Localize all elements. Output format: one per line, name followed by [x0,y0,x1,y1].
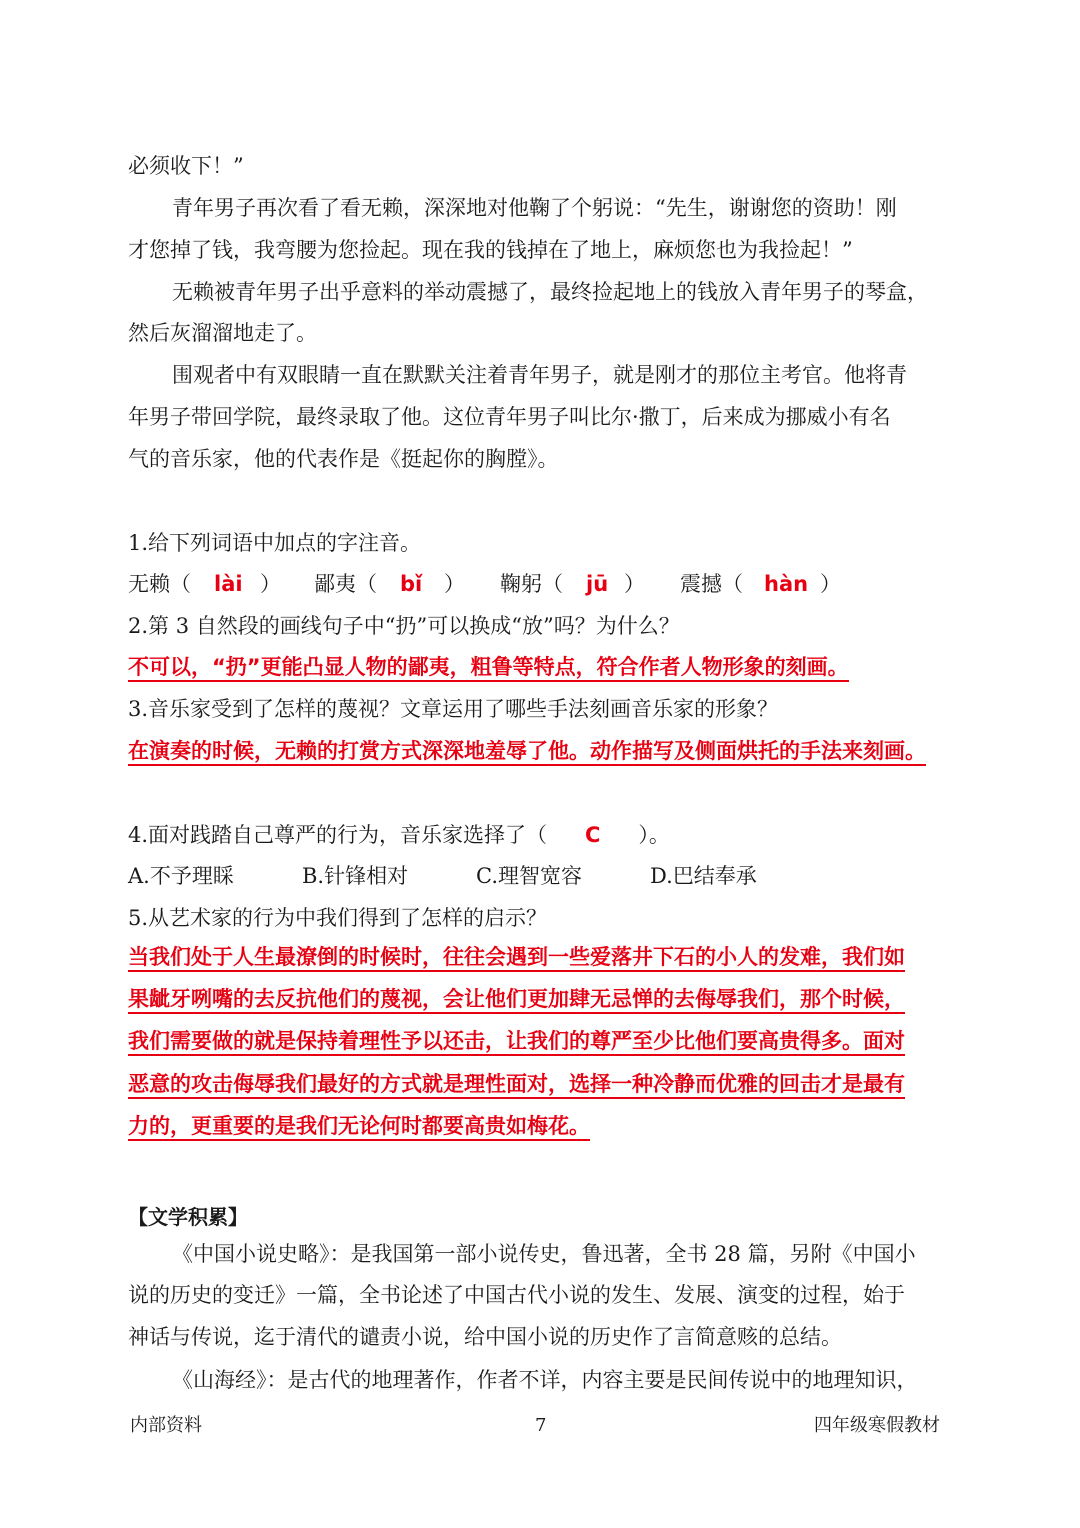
section-heading: 【文学积累】 [128,1205,248,1229]
story-line: 才您掉了钱，我弯腰为您捡起。现在我的钱掉在了地上，麻烦您也为我捡起！” [128,238,853,262]
answer-5-line: 我们需要做的就是保持着理性予以还击，让我们的尊严至少比他们要高贵得多。面对 [128,1029,905,1056]
story-line: 然后灰溜溜地走了。 [128,321,317,345]
answer-line [128,736,958,766]
pinyin-row [128,569,958,599]
option-c: C.理智宽容 [476,864,582,888]
footer-right: 四年级寒假教材 [814,1415,940,1436]
question-4-close: ）。 [638,823,670,847]
pinyin-word: 震撼（ [680,572,743,596]
story-line: 必须收下！” [128,154,244,178]
literature-line: 神话与传说，迄于清代的谴责小说，给中国小说的历史作了言简意赅的总结。 [128,1325,842,1349]
question-3: 3.音乐家受到了怎样的蔑视？文章运用了哪些手法刻画音乐家的形象？ [128,697,779,721]
pinyin-answer: bǐ [400,572,423,596]
answer-line [128,984,958,1014]
pinyin-word: 鄙夷（ [314,572,377,596]
answer-5-line: 果龇牙咧嘴的去反抗他们的蔑视，会让他们更加肆无忌惮的去侮辱我们，那个时候， [128,987,905,1014]
answer-line [128,1069,958,1099]
question-1: 1.给下列词语中加点的字注音。 [128,531,422,555]
story-line: 气的音乐家，他的代表作是《挺起你的胸膛》。 [128,447,559,471]
story-line: 青年男子再次看了看无赖，深深地对他鞠了个躬说：“先生，谢谢您的资助！刚 [172,196,897,220]
question-2: 2.第 3 自然段的画线句子中“扔”可以换成“放”吗？为什么？ [128,614,680,638]
pinyin-answer: hàn [764,572,809,596]
literature-line: 《山海经》：是古代的地理著作，作者不详，内容主要是民间传说中的地理知识， [172,1368,918,1392]
option-a: A.不予理睬 [128,864,234,888]
pinyin-close: ） [444,572,465,596]
answer-line [128,1111,958,1141]
pinyin-word: 鞠躬（ [500,572,563,596]
pinyin-close: ） [260,572,281,596]
answer-line [128,1026,958,1056]
pinyin-close: ） [624,572,645,596]
answer-5-line: 当我们处于人生最潦倒的时候时，往往会遇到一些爱落井下石的小人的发难，我们如 [128,945,905,972]
story-line: 年男子带回学院，最终录取了他。这位青年男子叫比尔·撒丁，后来成为挪威小有名 [128,405,891,429]
answer-4: C [585,823,601,847]
question-4 [128,820,958,850]
answer-line [128,942,958,972]
story-line: 围观者中有双眼睛一直在默默关注着青年男子，就是刚才的那位主考官。他将青 [172,363,907,387]
answer-5-line: 恶意的攻击侮辱我们最好的方式就是理性面对，选择一种冷静而优雅的回击才是最有 [128,1072,905,1099]
answer-3: 在演奏的时候，无赖的打赏方式深深地羞辱了他。动作描写及侧面烘托的手法来刻画。 [128,739,926,766]
answer-5-line: 力的，更重要的是我们无论何时都要高贵如梅花。 [128,1114,590,1141]
options-row [128,861,958,891]
pinyin-close: ） [820,572,841,596]
question-5: 5.从艺术家的行为中我们得到了怎样的启示？ [128,906,548,930]
pinyin-word: 无赖（ [128,572,191,596]
literature-line: 《中国小说史略》：是我国第一部小说传史，鲁迅著，全书 28 篇，另附《中国小 [172,1242,916,1266]
story-line: 无赖被青年男子出乎意料的举动震撼了，最终捡起地上的钱放入青年男子的琴盒， [172,280,928,304]
pinyin-answer: jū [586,572,609,596]
answer-line [128,652,958,682]
answer-2: 不可以，“扔”更能凸显人物的鄙夷，粗鲁等特点，符合作者人物形象的刻画。 [128,655,849,682]
option-d: D.巴结奉承 [650,864,757,888]
literature-line: 说的历史的变迁》一篇，全书论述了中国古代小说的发生、发展、演变的过程，始于 [128,1283,905,1307]
option-b: B.针锋相对 [302,864,409,888]
question-4-text: 4.面对践踏自己尊严的行为，音乐家选择了（ [128,823,548,847]
pinyin-answer: lài [214,572,243,596]
page-number: 7 [535,1415,547,1436]
footer-left: 内部资料 [130,1415,202,1436]
